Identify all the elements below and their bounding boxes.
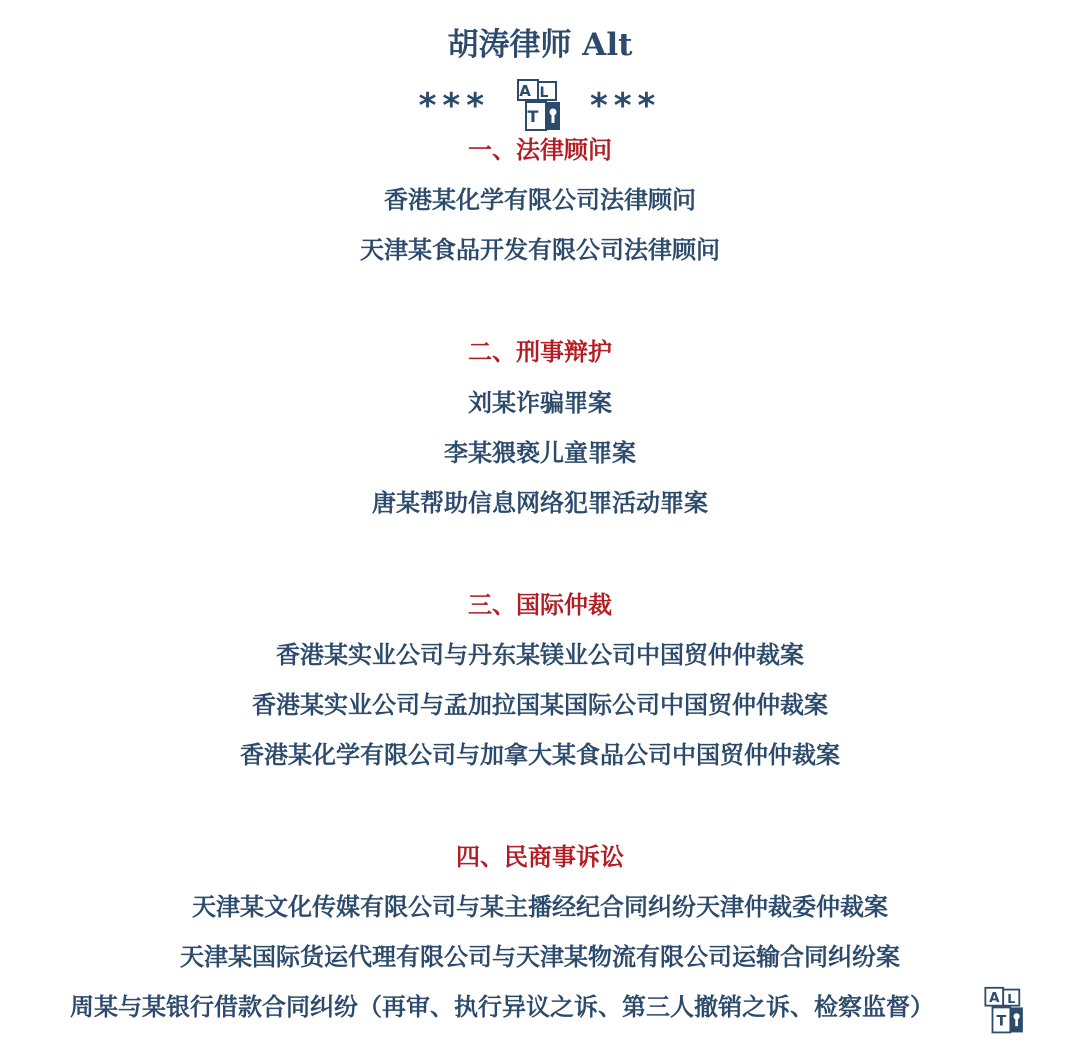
section-heading: 二、刑事辩护	[468, 337, 612, 366]
list-item: 香港某实业公司与孟加拉国某国际公司中国贸仲仲裁案	[252, 690, 828, 719]
section-heading: 三、国际仲裁	[468, 590, 612, 619]
list-item: 周某与某银行借款合同纠纷（再审、执行异议之诉、第三人撤销之诉、检察监督）	[70, 992, 934, 1021]
list-item: 李某猥亵儿童罪案	[444, 438, 636, 467]
list-item: 香港某实业公司与丹东某镁业公司中国贸仲仲裁案	[276, 640, 804, 669]
title-ornament	[0, 78, 1080, 134]
section-heading: 四、民商事诉讼	[456, 842, 624, 871]
section-heading: 一、法律顾问	[468, 135, 612, 164]
list-item: 香港某化学有限公司法律顾问	[384, 185, 696, 214]
alt-logo-icon	[516, 78, 564, 134]
stars-left: ***	[418, 86, 490, 126]
alt-logo-icon	[983, 986, 1027, 1036]
list-item: 香港某化学有限公司与加拿大某食品公司中国贸仲仲裁案	[240, 740, 840, 769]
list-item: 天津某食品开发有限公司法律顾问	[360, 235, 720, 264]
list-item: 天津某国际货运代理有限公司与天津某物流有限公司运输合同纠纷案	[180, 942, 900, 971]
list-item: 刘某诈骗罪案	[468, 388, 612, 417]
list-item: 天津某文化传媒有限公司与某主播经纪合同纠纷天津仲裁委仲裁案	[192, 892, 888, 921]
list-item: 唐某帮助信息网络犯罪活动罪案	[372, 488, 708, 517]
stars-right: ***	[590, 86, 662, 126]
page-title: 胡涛律师 Alt	[447, 27, 633, 63]
